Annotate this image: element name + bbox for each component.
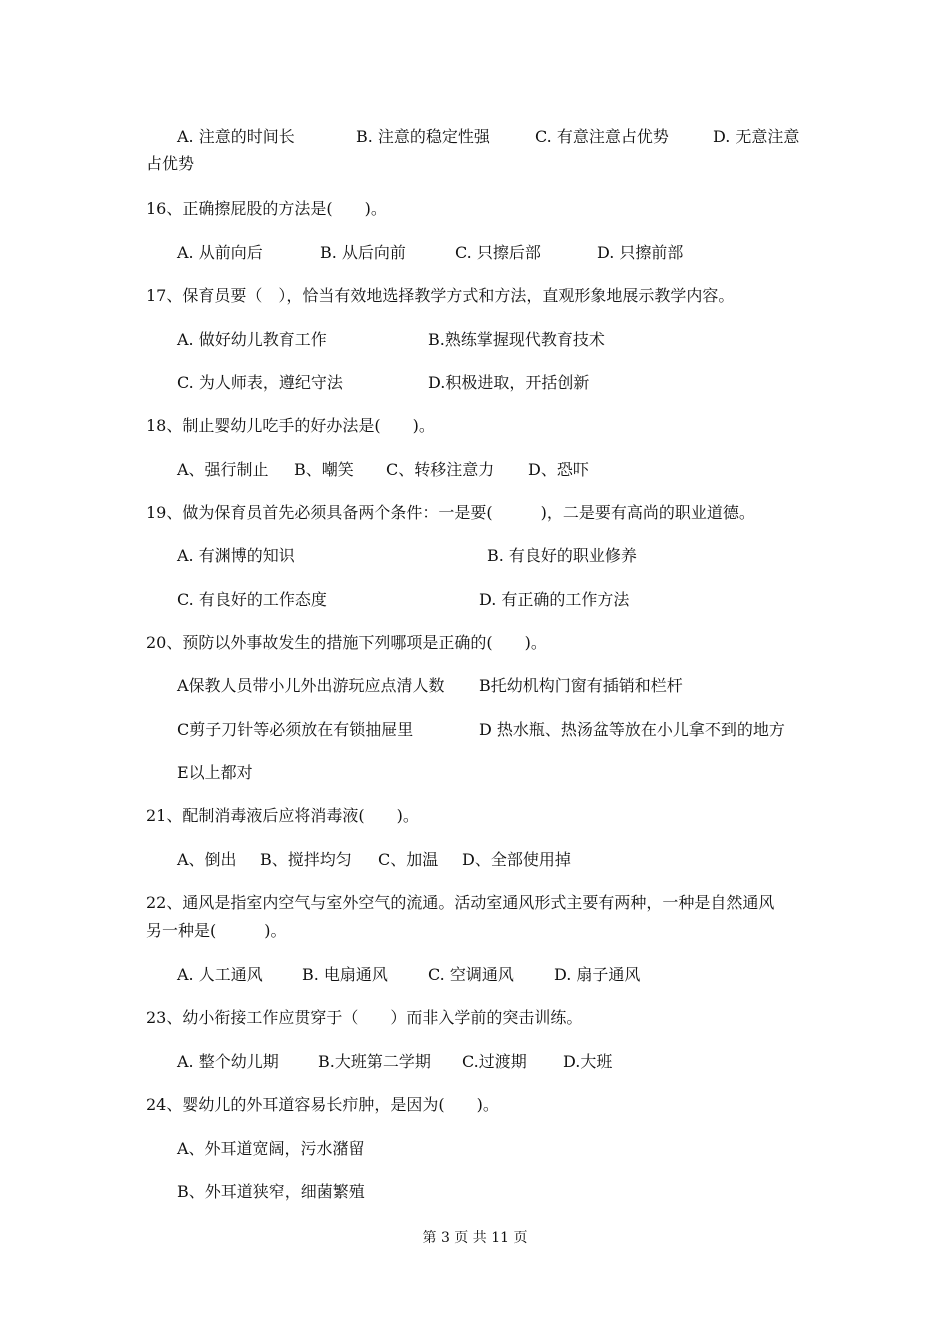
q18-option-b: B、嘲笑 [294, 460, 354, 479]
q19-option-b: B. 有良好的职业修养 [487, 546, 637, 565]
q15-option-b: B. 注意的稳定性强 [356, 127, 490, 146]
q23-stem: 23、幼小衔接工作应贯穿于（ ）而非入学前的突击训练。 [146, 1008, 583, 1027]
q18-stem: 18、制止婴幼儿吃手的好办法是( )。 [146, 416, 435, 435]
q15-option-continuation: 占优势 [146, 154, 195, 173]
q24-stem: 24、婴幼儿的外耳道容易长疖肿，是因为( )。 [146, 1095, 499, 1114]
q24-option-a: A、外耳道宽阔，污水潴留 [177, 1139, 365, 1158]
q22-option-b: B. 电扇通风 [302, 965, 388, 984]
q22-stem-line2: 另一种是( )。 [146, 921, 287, 940]
q15-option-d: D. 无意注意 [713, 127, 800, 146]
q23-option-a: A. 整个幼儿期 [177, 1052, 279, 1071]
q16-stem: 16、正确擦屁股的方法是( )。 [146, 199, 387, 218]
q22-stem-line1: 22、通风是指室内空气与室外空气的流通。活动室通风形式主要有两种，一种是自然通风 [146, 893, 775, 912]
q15-option-c: C. 有意注意占优势 [535, 127, 669, 146]
q16-option-a: A. 从前向后 [177, 243, 263, 262]
q17-option-b: B.熟练掌握现代教育技术 [428, 330, 605, 349]
q20-option-e: E以上都对 [177, 763, 253, 782]
q17-option-a: A. 做好幼儿教育工作 [177, 330, 327, 349]
q20-option-b: B托幼机构门窗有插销和栏杆 [479, 676, 683, 695]
q19-option-a: A. 有渊博的知识 [177, 546, 295, 565]
q20-option-c: C剪子刀针等必须放在有锁抽屉里 [177, 720, 414, 739]
q20-stem: 20、预防以外事故发生的措施下列哪项是正确的( )。 [146, 633, 547, 652]
q16-option-b: B. 从后向前 [320, 243, 406, 262]
q22-option-a: A. 人工通风 [177, 965, 263, 984]
q17-option-d: D.积极进取，开括创新 [428, 373, 590, 392]
q23-option-b: B.大班第二学期 [318, 1052, 431, 1071]
q18-option-d: D、恐吓 [528, 460, 589, 479]
q21-option-b: B、搅拌均匀 [260, 850, 352, 869]
q21-option-d: D、全部使用掉 [462, 850, 571, 869]
q21-option-c: C、加温 [378, 850, 439, 869]
q17-stem: 17、保育员要（ ），恰当有效地选择教学方式和方法，直观形象地展示教学内容。 [146, 286, 735, 305]
q21-option-a: A、倒出 [177, 850, 237, 869]
q19-option-d: D. 有正确的工作方法 [479, 590, 630, 609]
q16-option-d: D. 只擦前部 [597, 243, 684, 262]
q16-option-c: C. 只擦后部 [455, 243, 541, 262]
q22-option-c: C. 空调通风 [428, 965, 514, 984]
page-footer: 第 3 页 共 11 页 [422, 1230, 528, 1246]
q23-option-d: D.大班 [563, 1052, 613, 1071]
q21-stem: 21、配制消毒液后应将消毒液( )。 [146, 806, 419, 825]
q18-option-a: A、强行制止 [177, 460, 269, 479]
q22-option-d: D. 扇子通风 [554, 965, 641, 984]
q23-option-c: C.过渡期 [462, 1052, 527, 1071]
q17-option-c: C. 为人师表，遵纪守法 [177, 373, 343, 392]
q19-stem: 19、做为保育员首先必须具备两个条件：一是要( )，二是要有高尚的职业道德。 [146, 503, 755, 522]
q20-option-a: A保教人员带小儿外出游玩应点清人数 [177, 676, 445, 695]
q18-option-c: C、转移注意力 [386, 460, 495, 479]
q19-option-c: C. 有良好的工作态度 [177, 590, 327, 609]
q15-option-a: A. 注意的时间长 [177, 127, 295, 146]
q20-option-d: D 热水瓶、热汤盆等放在小儿拿不到的地方 [479, 720, 785, 739]
q24-option-b: B、外耳道狭窄，细菌繁殖 [177, 1182, 365, 1201]
